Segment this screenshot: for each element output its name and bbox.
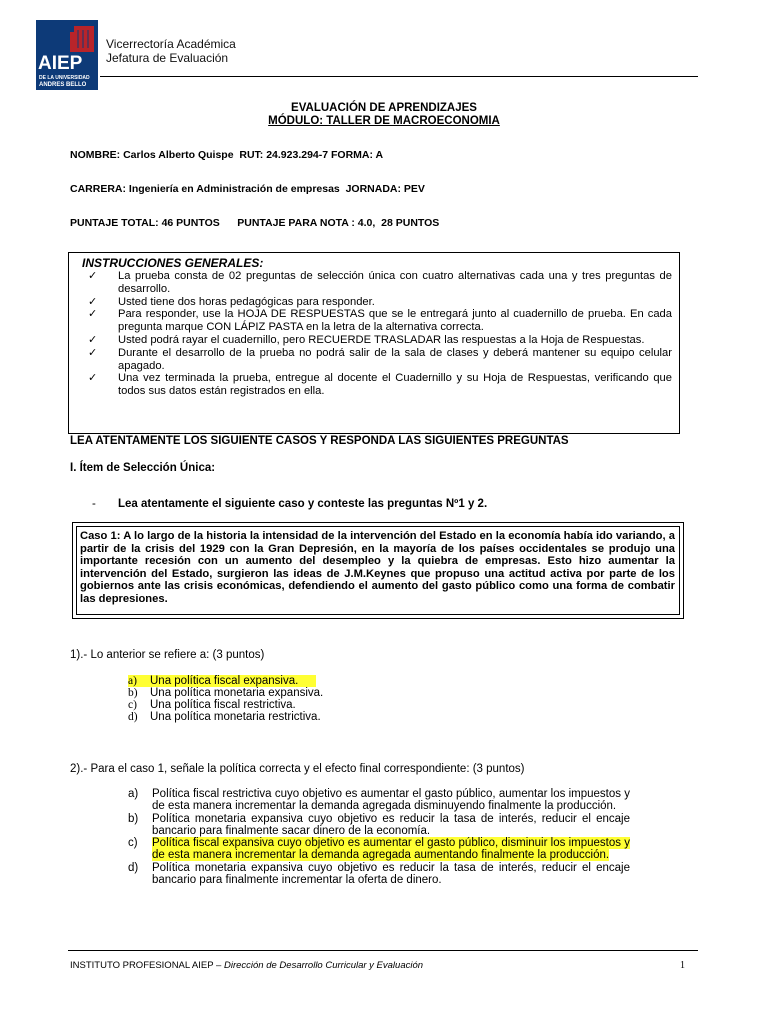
- footer-department: Dirección de Desarrollo Curricular y Evaluación: [223, 960, 424, 971]
- header-text: [106, 37, 236, 65]
- footer-institution: INSTITUTO PROFESIONAL AIEP –: [70, 960, 224, 971]
- header-line1: Vicerrectoría Académica: [106, 37, 236, 51]
- bullet-dash: -: [92, 498, 96, 510]
- checkmark-icon: ✓: [88, 372, 98, 385]
- checkmark-icon: ✓: [88, 333, 98, 346]
- footer: [70, 960, 423, 971]
- checkmark-icon: ✓: [88, 308, 98, 321]
- instruction-item: ✓ Usted podrá rayar el cuadernillo, pero RECUERDE TRASLADAR las respuestas a la Hoja de Respuestas.: [88, 333, 645, 346]
- option-a: a) Una política fiscal expansiva.: [128, 675, 316, 687]
- instruction-item: ✓ La prueba consta de 02 preguntas de selección única con cuatro alternativas cada una y tres preguntas de desarrollo.: [88, 270, 672, 295]
- option-d: d) Política monetaria expansiva cuyo objetivo es reducir la tasa de interés, reducir el encaje bancario para finalmente incrementar la oferta de dinero.: [128, 861, 630, 887]
- case-instruction: Lea atentamente el siguiente caso y conteste las preguntas Nº1 y 2.: [118, 498, 488, 510]
- checkmark-icon: ✓: [88, 295, 98, 308]
- header-line2: Jefatura de Evaluación: [106, 51, 229, 65]
- footer-rule: [68, 950, 698, 951]
- case-text: Caso 1: A lo largo de la historia la intensidad de la intervención del Estado en la economía había ido variando, a partir de la crisis del 1929 con la Gran Depresión, en la mayoría de los países occidentales se produjo una importante recesión con un aumento del desempleo y la quiebra de empresas. Esto hizo aumentar la intervención del Estado, surgieron las ideas de J.M.Keynes que propuso una actitud activa por parte de los gobiernos ante las crisis económicas, defendiendo el aumento del gasto público como una forma de combatir las depresiones.: [80, 530, 675, 605]
- logo-sub2: ANDRES BELLO: [39, 82, 87, 88]
- item-title: I. Ítem de Selección Única:: [70, 462, 216, 474]
- checkmark-icon: ✓: [88, 346, 98, 359]
- question-2-options: [128, 788, 630, 886]
- score-info: PUNTAJE TOTAL: 46 PUNTOS PUNTAJE PARA NOTA : 4.0, 28 PUNTOS: [70, 217, 440, 229]
- checkmark-icon: ✓: [88, 270, 98, 282]
- instruction-item: ✓ Una vez terminada la prueba, entregue al docente el Cuadernillo y su Hoja de Respuestas, verificando que todos sus datos están registrados en ella.: [88, 372, 672, 398]
- student-info: NOMBRE: Carlos Alberto Quispe RUT: 24.923.294-7 FORMA: A: [70, 149, 384, 161]
- instructions-title: INSTRUCCIONES GENERALES:: [82, 256, 264, 270]
- header-rule: [100, 76, 698, 77]
- instructions-list: [88, 270, 672, 398]
- instruction-item: ✓ Para responder, use la HOJA DE RESPUESTAS que se le entregará junto al cuadernillo de prueba. En cada pregunta marque CON LÁPIZ PASTA en la letra de la alternativa correcta.: [88, 308, 672, 334]
- instruction-item: ✓ Durante el desarrollo de la prueba no podrá salir de la sala de clases y deberá mantener su equipo celular apagado.: [88, 346, 672, 372]
- option-c: c) Una política fiscal restrictiva.: [128, 699, 296, 711]
- question-2: 2).- Para el caso 1, señale la política correcta y el efecto final correspondiente: (3 puntos): [70, 763, 525, 775]
- option-b: b) Política monetaria expansiva cuyo objetivo es reducir la tasa de interés, reducir el encaje bancario para finalmente sacar dinero de la economía.: [128, 812, 630, 837]
- logo-sub1: DE LA UNIVERSIDAD: [39, 75, 90, 81]
- module-title: MÓDULO: TALLER DE MACROECONOMIA: [268, 115, 500, 127]
- instruction-item: ✓ Usted tiene dos horas pedagógicas para responder.: [88, 295, 375, 308]
- option-c: c) Política fiscal expansiva cuyo objetivo es aumentar el gasto público, disminuir los impuestos y de esta manera incrementar la demanda agregada aumentando finalmente la producción.: [128, 837, 630, 862]
- question-1-options: [128, 675, 323, 723]
- exam-title: EVALUACIÓN DE APRENDIZAJES: [291, 102, 477, 114]
- option-b: b) Una política monetaria expansiva.: [128, 687, 324, 699]
- career-info: CARRERA: Ingeniería en Administración de empresas JORNADA: PEV: [70, 183, 425, 195]
- logo-text: AIEP: [38, 53, 83, 74]
- aiep-logo: [36, 20, 98, 90]
- option-a: a) Política fiscal restrictiva cuyo objetivo es aumentar el gasto público, aumentar los impuestos y de esta manera incrementar la demanda agregada disminuyendo finalmente la producción.: [128, 788, 630, 813]
- page-number: 1: [680, 960, 685, 971]
- option-d: d) Una política monetaria restrictiva.: [128, 711, 321, 723]
- section-heading: LEA ATENTAMENTE LOS SIGUIENTE CASOS Y RESPONDA LAS SIGUIENTES PREGUNTAS: [70, 435, 569, 447]
- question-1: 1).- Lo anterior se refiere a: (3 puntos): [70, 649, 265, 661]
